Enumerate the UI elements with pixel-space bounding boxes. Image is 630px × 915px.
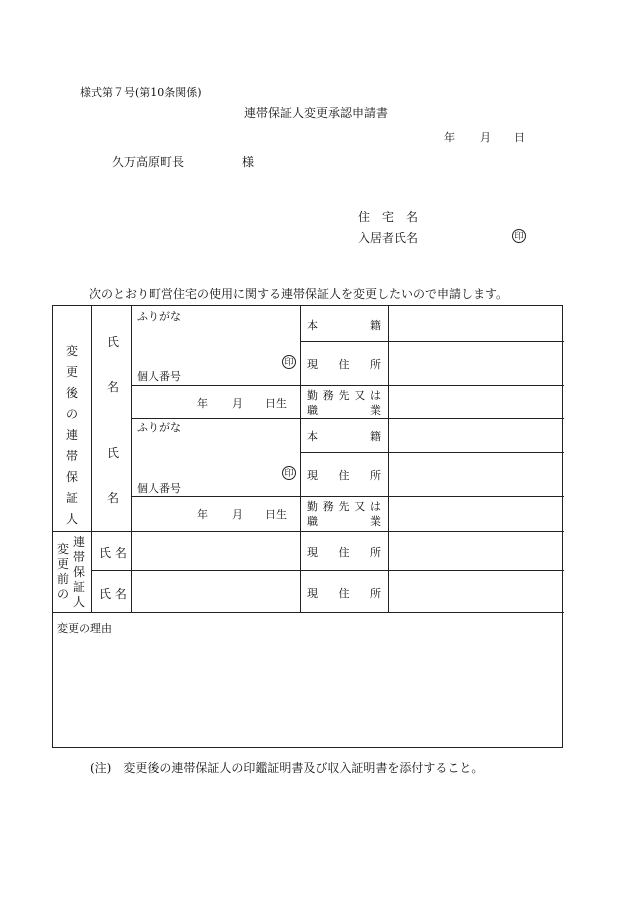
applicant-seal-icon: 印 [512,229,526,243]
seal-icon-1: 印 [282,355,296,369]
guarantor-table [52,305,563,748]
personal-number-label-2: 個人番号 [137,482,181,495]
date-day-label: 日 [514,131,525,144]
form-number: 様式第７号(第10条関係) [80,86,202,99]
seal-icon-2: 印 [282,466,296,480]
personal-number-label-1: 個人番号 [137,370,181,383]
furigana-label-1: ふりがな [137,310,181,323]
before-name-label-2: 氏 名 [99,587,127,601]
domicile-label-1: 本 籍 [307,319,381,332]
after-guarantor-label: 変 更 後 の 連 帯 保 証 人 [66,344,79,526]
birth-day-label-1: 日生 [265,397,287,410]
resident-name-label: 入居者氏名 [358,231,419,245]
address-label-1: 現 住 所 [307,358,381,371]
birth-year-label-1: 年 [197,397,208,410]
birth-month-label-2: 月 [232,508,243,521]
before-name-label-1: 氏 名 [99,546,127,560]
date-month-label: 月 [480,131,491,144]
before-address-label-1: 現 住 所 [307,546,381,559]
before-address-label-2: 現 住 所 [307,587,381,600]
before-guarantor-label-col2: 連 帯 保 証 人 [73,535,86,609]
date-year-label: 年 [444,131,455,144]
before-guarantor-label-col1: 変 更 前 の [57,542,70,601]
name-label-1: 氏 名 [107,335,120,394]
honorific: 様 [242,155,255,169]
intro-text: 次のとおり町営住宅の使用に関する連帯保証人を変更したいので申請します。 [89,287,509,301]
workplace-label-2a: 勤 務 先 又 は [307,500,381,513]
birth-day-label-2: 日生 [265,508,287,521]
reason-label: 変更の理由 [57,622,112,635]
furigana-label-2: ふりがな [137,421,181,434]
birth-year-label-2: 年 [197,508,208,521]
housing-name-label: 住 宅 名 [358,210,419,224]
birth-month-label-1: 月 [232,397,243,410]
footnote: (注) 変更後の連帯保証人の印鑑証明書及び収入証明書を添付すること。 [90,761,484,775]
addressee: 久万高原町長 [112,155,185,169]
workplace-label-1a: 勤 務 先 又 は [307,389,381,402]
workplace-label-2b: 職 業 [307,515,381,528]
name-label-2: 氏 名 [107,446,120,505]
form-title: 連帯保証人変更承認申請書 [244,106,389,120]
workplace-label-1b: 職 業 [307,404,381,417]
domicile-label-2: 本 籍 [307,430,381,443]
address-label-2: 現 住 所 [307,469,381,482]
